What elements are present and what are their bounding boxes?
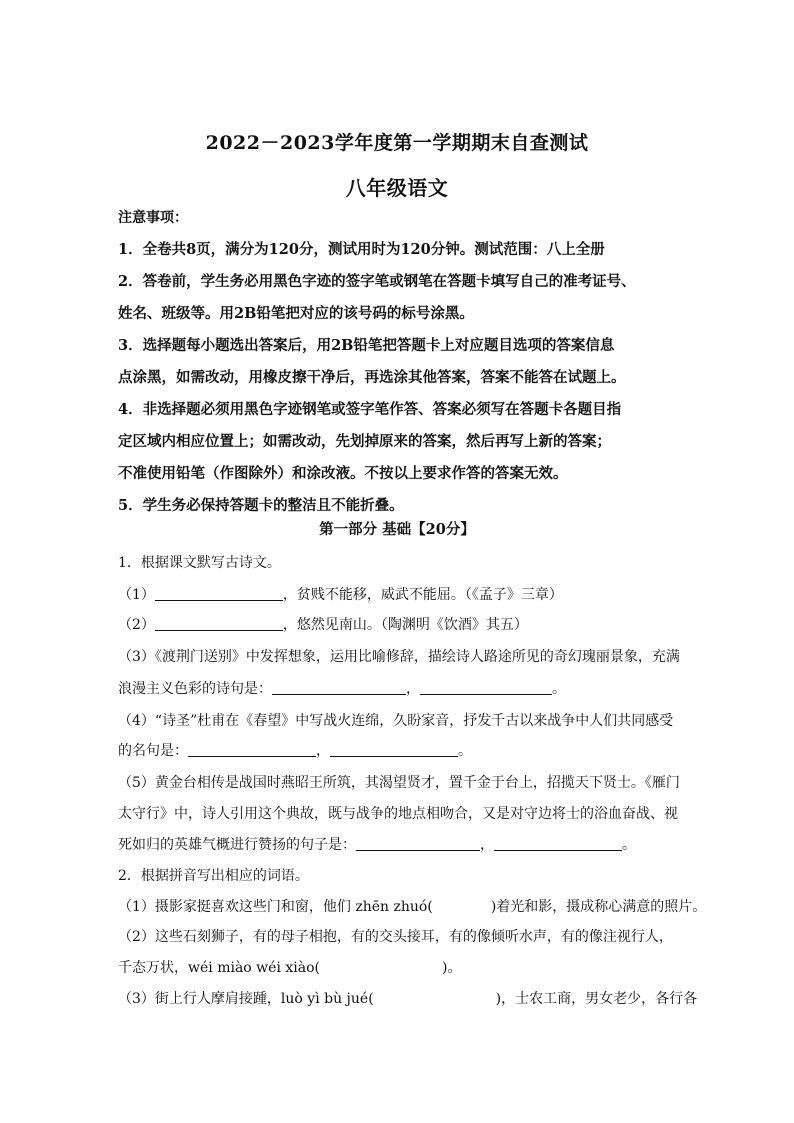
note-line: 定区域内相应位置上；如需改动，先划掉原来的答案，然后再写上新的答案； (118, 433, 611, 450)
question-item: （4）“诗圣”杜甫在《春望》中写战火连绵，久盼家音，抒发千古以来战争中人们共同感受 (118, 713, 674, 729)
question-item: （3）《渡荆门送别》中发挥想象，运用比喻修辞，描绘诗人路途所见的奇幻瑰丽景象，充满 (118, 649, 680, 665)
answer-blank[interactable] (330, 742, 458, 757)
separator: ， (316, 743, 330, 759)
item-text: （3）街上行人摩肩接踵，luò yì bù jué( (118, 991, 374, 1007)
question-item: （2）这些石刻狮子，有的母子相抱，有的交头接耳，有的像倾听水声，有的像注视行人， (118, 929, 673, 945)
question-item (118, 584, 683, 604)
note-line: 1．全卷共8页，满分为120分，测试用时为120分钟。测试范围：八上全册 (118, 241, 605, 258)
item-text: 千态万状，wéi miào wéi xiào( (118, 960, 320, 976)
question-stem: 2．根据拼音写出相应的词语。 (118, 868, 309, 884)
answer-blank[interactable] (155, 616, 283, 631)
notes-heading: 注意事项： (118, 210, 188, 226)
separator: ， (406, 681, 420, 697)
item-number: （2） (118, 617, 155, 633)
question-item (118, 740, 683, 760)
note-line: 姓名、班级等。用2B铅笔把对应的该号码的标号涂黑。 (118, 305, 474, 322)
item-text: )。 (441, 960, 462, 976)
separator: ， (480, 837, 494, 853)
note-line: 2．答卷前，学生务必用黑色字迹的签字笔或钢笔在答题卡填写自己的准考证号、 (118, 273, 636, 290)
item-text: 的名句是： (118, 743, 188, 759)
page-title: 2022－2023学年度第一学期期末自查测试 (205, 132, 589, 154)
question-item (118, 678, 683, 698)
question-item (118, 988, 698, 1008)
answer-blank[interactable] (272, 680, 406, 695)
answer-blank[interactable] (155, 586, 283, 601)
question-item (118, 896, 707, 916)
end-mark: 。 (622, 837, 636, 853)
answer-blank[interactable] (356, 836, 480, 851)
item-number: （1） (118, 587, 155, 603)
answer-blank[interactable] (420, 680, 552, 695)
question-item (118, 614, 683, 634)
item-text: （1）摄影家挺喜欢这些门和窗，他们 zhēn zhuó( (118, 899, 433, 915)
note-line: 点涂黑，如需改动，用橡皮擦干净后，再选涂其他答案，答案不能答在试题上。 (118, 369, 626, 386)
question-item (118, 834, 683, 854)
question-item: 太守行》中，诗人引用这个典故，既与战争的地点相吻合，又是对守边将士的浴血奋战、视 (118, 806, 678, 822)
item-text: 浪漫主义色彩的诗句是： (118, 681, 272, 697)
end-mark: 。 (458, 743, 472, 759)
item-text: ，悠然见南山。（陶渊明《饮酒》其五） (282, 617, 528, 633)
item-text: ，贫贱不能移，威武不能屈。（《孟子》三章） (282, 587, 563, 603)
answer-blank[interactable] (188, 742, 316, 757)
answer-blank[interactable] (494, 836, 622, 851)
question-item: （5）黄金台相传是战国时燕昭王所筑，其渴望贤才，置千金于台上，招揽天下贤士。《雁门 (118, 775, 680, 791)
note-line: 3．选择题每小题选出答案后，用2B铅笔把答题卡上对应题目选项的答案信息 (118, 337, 615, 354)
end-mark: 。 (552, 681, 566, 697)
note-line: 不准使用铅笔（作图除外）和涂改液。不按以上要求作答的答案无效。 (118, 465, 568, 482)
page-subtitle: 八年级语文 (345, 176, 449, 200)
question-item (118, 957, 683, 977)
item-text: )，士农工商，男女老少，各行各 (495, 991, 698, 1007)
note-line: 4．非选择题必须用黑色字迹钢笔或签字笔作答、答案必须写在答题卡各题目指 (118, 401, 622, 418)
item-text: 死如归的英雄气概进行赞扬的句子是： (118, 837, 356, 853)
question-stem: 1．根据课文默写古诗文。 (118, 555, 281, 571)
note-line: 5．学生务必保持答题卡的整洁且不能折叠。 (118, 497, 404, 514)
section-heading: 第一部分 基础【20分】 (319, 521, 475, 538)
item-text: )着光和影，摄成称心满意的照片。 (490, 899, 707, 915)
